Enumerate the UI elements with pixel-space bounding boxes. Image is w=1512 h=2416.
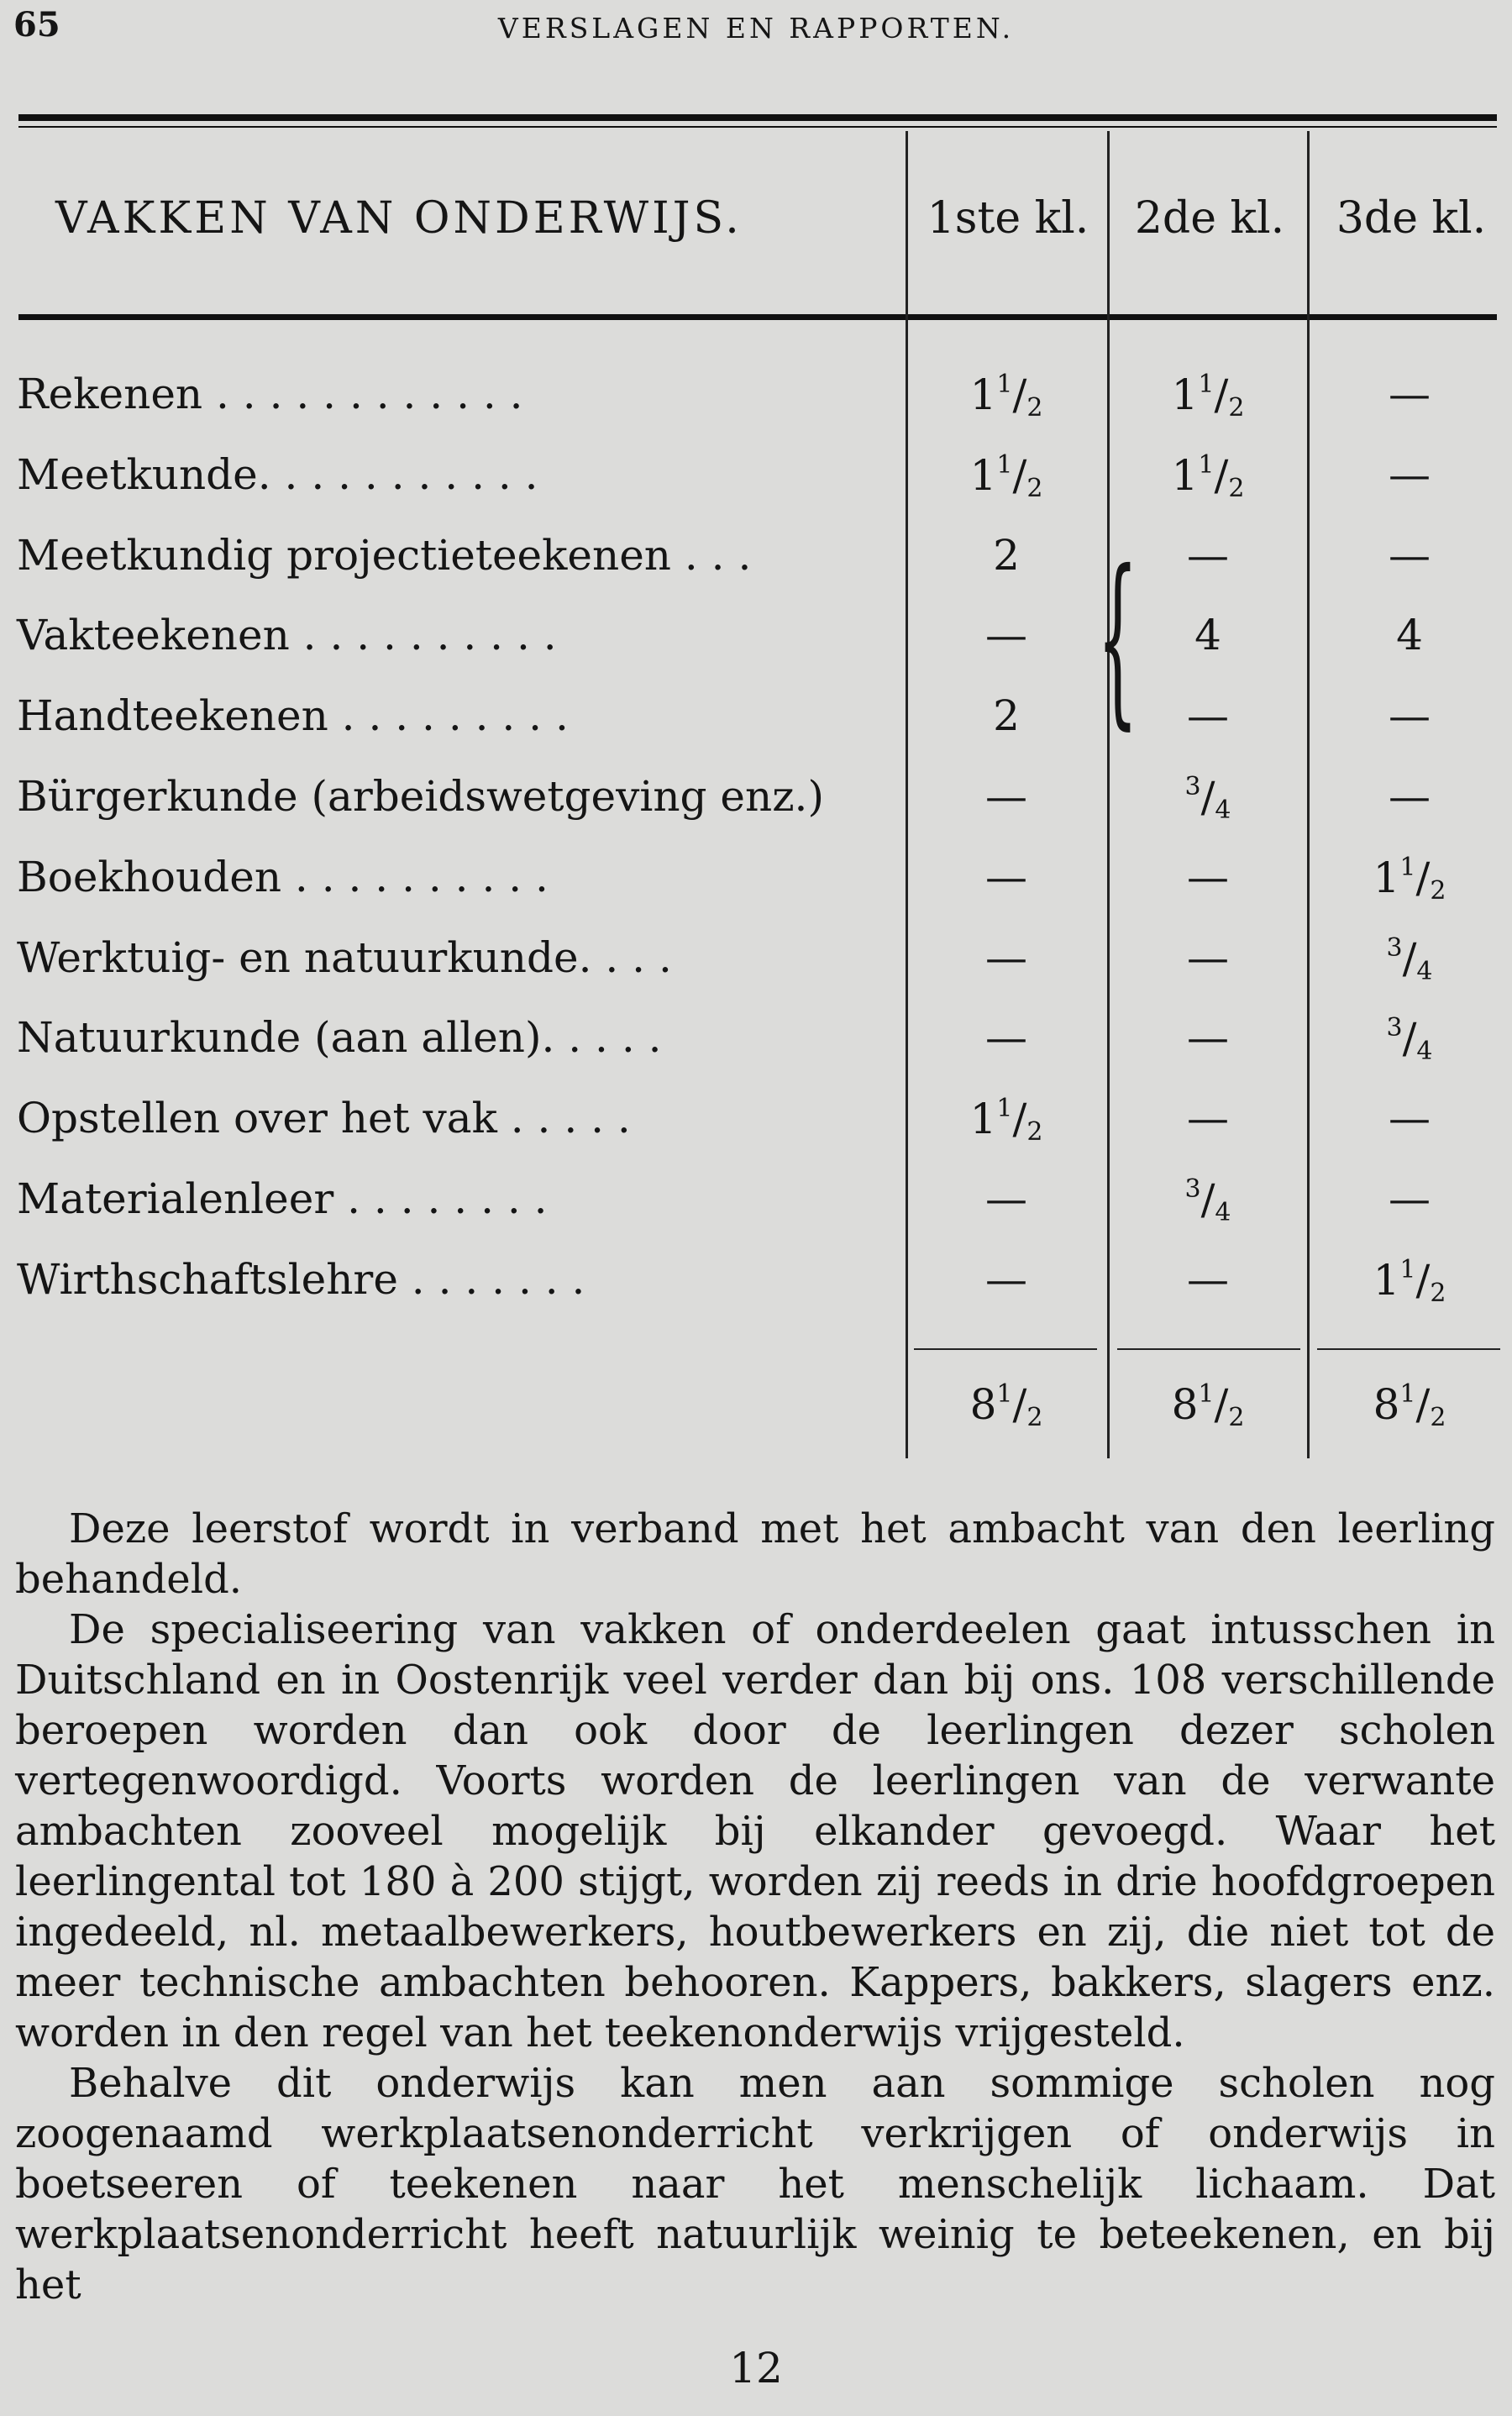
- table-row-label: Meetkunde. . . . . . . . . . .: [17, 450, 538, 499]
- table-row-label: Handteekenen . . . . . . . . .: [17, 691, 569, 740]
- table-cell-class-1: —: [985, 933, 1027, 982]
- totals-rule-3: [1317, 1348, 1500, 1350]
- table-cell-class-1: 2: [993, 531, 1020, 580]
- total-cell-2: $8^1/_2$: [1171, 1379, 1245, 1432]
- table-cell-class-1: $1^1/_2$: [969, 450, 1043, 503]
- total-cell-1: $8^1/_2$: [969, 1379, 1043, 1432]
- table-row-label: Bürgerkunde (arbeidswetgeving enz.): [17, 772, 824, 821]
- table-cell-class-2: —: [1187, 1013, 1229, 1062]
- table-header-rule: [18, 314, 1497, 320]
- table-cell-class-1: 2: [993, 691, 1020, 740]
- table-row-label: Meetkundig projectieteekenen . . .: [17, 531, 752, 580]
- table-subjects-header: VAKKEN VAN ONDERWIJS.: [55, 193, 743, 244]
- running-head: VERSLAGEN EN RAPPORTEN.: [497, 12, 1015, 45]
- table-row-label: Wirthschaftslehre . . . . . . .: [17, 1255, 585, 1304]
- table-cell-class-3: $^3/_4$: [1386, 1013, 1433, 1066]
- table-cell-class-2: —: [1187, 1094, 1229, 1142]
- paragraph-3: Behalve dit onderwijs kan men aan sommige scholen nog zoogenaamd werkplaatsenonderricht verkrijgen of onderwijs in boetseeren of teekenen naar het menschelijk lichaam. Dat werkplaatsenonderricht heeft natuurlijk weinig te beteekenen, en bij het: [15, 2060, 1495, 2308]
- table-row-label: Materialenleer . . . . . . . .: [17, 1174, 548, 1223]
- table-cell-class-1: —: [985, 1255, 1027, 1304]
- table-row-label: Natuurkunde (aan allen). . . . .: [17, 1013, 662, 1062]
- table-cell-class-2: —: [1187, 531, 1229, 580]
- column-divider-3: [1307, 131, 1310, 1458]
- table-cell-class-3: —: [1389, 691, 1431, 740]
- table-row-label: Opstellen over het vak . . . . .: [17, 1094, 631, 1142]
- table-cell-class-3: —: [1389, 772, 1431, 821]
- table-cell-class-2: 4: [1194, 611, 1221, 659]
- total-cell-3: $8^1/_2$: [1373, 1379, 1446, 1432]
- table-col-header-2: 2de kl.: [1134, 193, 1285, 244]
- body-text: [15, 1504, 1495, 2310]
- brace-icon: {: [1097, 531, 1138, 746]
- column-divider-2: [1107, 131, 1110, 1458]
- table-row-label: Boekhouden . . . . . . . . . .: [17, 853, 549, 901]
- table-cell-class-3: $1^1/_2$: [1373, 853, 1446, 906]
- table-cell-class-3: —: [1389, 531, 1431, 580]
- table-cell-class-3: —: [1389, 1174, 1431, 1223]
- page-number: 65: [13, 5, 60, 45]
- paragraph-1: Deze leerstof wordt in verband met het ambacht van den leerling behandeld.: [15, 1505, 1495, 1603]
- footer-page-number: 12: [729, 2344, 783, 2392]
- table-row-label: Werktuig- en natuurkunde. . . .: [17, 933, 672, 982]
- paragraph-2: De specialiseering van vakken of onderdeelen gaat intusschen in Duitschland en in Oostenrijk veel verder dan bij ons. 108 verschillende beroepen worden dan ook door de leerlingen dezer scholen vertegenwoordigd. Voorts worden de leerlingen van de verwante ambachten zooveel mogelijk bij elkander gevoegd. Waar het leerlingental tot 180 à 200 stijgt, worden zij reeds in drie hoofdgroepen ingedeeld, nl. metaalbewerkers, houtbewerkers en zij, die niet tot de meer technische ambachten behooren. Kappers, bakkers, slagers enz. worden in den regel van het teekenonderwijs vrijgesteld.: [15, 1606, 1495, 2056]
- table-cell-class-1: $1^1/_2$: [969, 1094, 1043, 1147]
- table-cell-class-3: —: [1389, 370, 1431, 418]
- table-cell-class-2: —: [1187, 1255, 1229, 1304]
- column-divider-1: [906, 131, 908, 1458]
- table-col-header-1: 1ste kl.: [927, 193, 1089, 244]
- table-cell-class-2: $^3/_4$: [1184, 1174, 1231, 1227]
- table-cell-class-2: —: [1187, 691, 1229, 740]
- table-cell-class-1: —: [985, 1013, 1027, 1062]
- table-cell-class-3: —: [1389, 1094, 1431, 1142]
- table-cell-class-2: —: [1187, 933, 1229, 982]
- table-cell-class-2: —: [1187, 853, 1229, 901]
- table-cell-class-3: $^3/_4$: [1386, 933, 1433, 986]
- table-cell-class-2: $1^1/_2$: [1171, 450, 1245, 503]
- table-cell-class-1: —: [985, 611, 1027, 659]
- table-cell-class-1: $1^1/_2$: [969, 370, 1043, 423]
- table-row-label: Rekenen . . . . . . . . . . . .: [17, 370, 523, 418]
- table-cell-class-3: —: [1389, 450, 1431, 499]
- table-cell-class-3: $1^1/_2$: [1373, 1255, 1446, 1308]
- table-col-header-3: 3de kl.: [1336, 193, 1487, 244]
- table-row-label: Vakteekenen . . . . . . . . . .: [17, 611, 557, 659]
- table-cell-class-1: —: [985, 1174, 1027, 1223]
- table-cell-class-2: $^3/_4$: [1184, 772, 1231, 825]
- table-cell-class-1: —: [985, 772, 1027, 821]
- totals-rule-2: [1117, 1348, 1300, 1350]
- totals-rule-1: [914, 1348, 1097, 1350]
- table-top-rule-thin: [18, 126, 1497, 128]
- table-cell-class-1: —: [985, 853, 1027, 901]
- table-cell-class-3: 4: [1396, 611, 1423, 659]
- table-cell-class-2: $1^1/_2$: [1171, 370, 1245, 423]
- table-top-rule: [18, 114, 1497, 121]
